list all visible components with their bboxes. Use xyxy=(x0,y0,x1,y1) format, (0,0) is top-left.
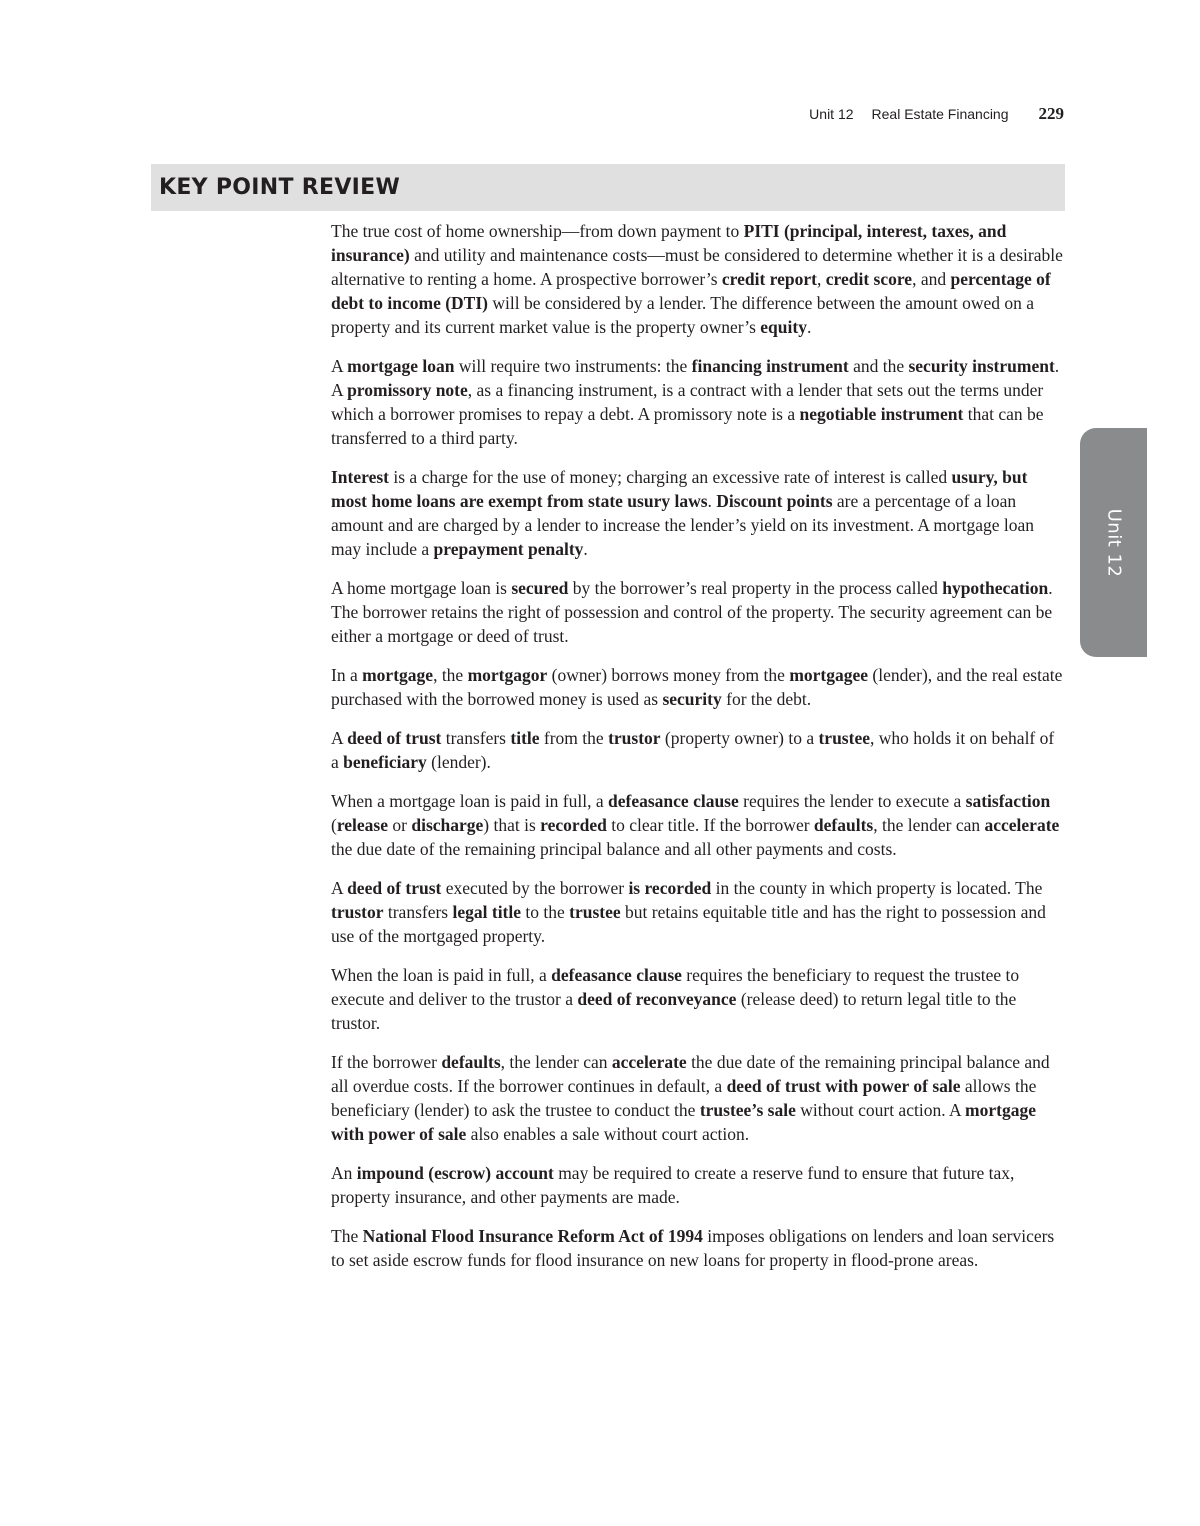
paragraph xyxy=(331,963,1065,1035)
text-run: (property owner) to a xyxy=(660,728,819,748)
key-term: negotiable instrument xyxy=(799,404,964,424)
text-run: allows the beneficiary (lender) to ask the trustee to conduct the xyxy=(331,1076,1037,1120)
key-term: financing instrument xyxy=(691,356,849,376)
paragraph xyxy=(331,726,1065,774)
paragraph xyxy=(331,354,1065,450)
key-term: mortgage loan xyxy=(347,356,455,376)
key-term: mortgage xyxy=(362,665,434,685)
text-run: but retains equitable title and has the right to possession and use of the mortgaged property. xyxy=(331,902,1046,946)
running-header xyxy=(809,104,1064,124)
key-term: release xyxy=(336,815,389,835)
key-term: Discount points xyxy=(716,491,833,511)
key-term: title xyxy=(510,728,540,748)
text-run: is a charge for the use of money; charging an excessive rate of interest is called xyxy=(389,467,952,487)
text-run: will require two instruments: the xyxy=(454,356,692,376)
key-term: satisfaction xyxy=(965,791,1051,811)
text-run: A xyxy=(331,356,348,376)
key-term: deed of trust xyxy=(347,878,442,898)
text-run: the due date of the remaining principal balance and all overdue costs. If the borrower continues in default, a xyxy=(331,1052,1050,1096)
text-run: A home mortgage loan is xyxy=(331,578,512,598)
paragraph xyxy=(331,219,1065,339)
text-run: to clear title. If the borrower xyxy=(606,815,814,835)
text-run: the due date of the remaining principal balance and all other payments and costs. xyxy=(331,839,897,859)
text-run: A xyxy=(331,728,348,748)
text-run: , and xyxy=(912,269,951,289)
text-run: or xyxy=(388,815,412,835)
text-run: requires the lender to execute a xyxy=(738,791,966,811)
text-run: If the borrower xyxy=(331,1052,442,1072)
key-term: impound (escrow) account xyxy=(356,1163,554,1183)
text-run: . xyxy=(707,491,717,511)
unit-side-tab-label: Unit 12 xyxy=(1103,508,1124,577)
key-term: legal title xyxy=(452,902,522,922)
key-term: defaults xyxy=(813,815,874,835)
text-run: . A xyxy=(331,356,1060,400)
text-run: , the xyxy=(433,665,468,685)
paragraph xyxy=(331,1224,1065,1272)
key-term: trustee xyxy=(818,728,870,748)
key-point-body xyxy=(331,219,1065,1287)
key-term: security instrument xyxy=(908,356,1055,376)
text-run: (owner) borrows money from the xyxy=(547,665,790,685)
key-term: trustee’s sale xyxy=(699,1100,796,1120)
text-run: may be required to create a reserve fund to ensure that future tax, property insurance, and other payments are made. xyxy=(331,1163,1015,1207)
text-run: . The borrower retains the right of possession and control of the property. The security agreement can be either a mortgage or deed of trust. xyxy=(331,578,1053,646)
key-term: equity xyxy=(760,317,807,337)
key-term: beneficiary xyxy=(343,752,427,772)
key-term: defaults xyxy=(441,1052,501,1072)
paragraph xyxy=(331,465,1065,561)
key-term: deed of trust xyxy=(347,728,442,748)
text-run: requires the beneficiary to request the trustee to execute and deliver to the trustor a xyxy=(331,965,1020,1009)
text-run: to the xyxy=(521,902,570,922)
text-run: by the borrower’s real property in the process called xyxy=(568,578,943,598)
text-run: from the xyxy=(539,728,609,748)
key-term: secured xyxy=(511,578,569,598)
text-run: The xyxy=(331,1226,363,1246)
section-header-bar xyxy=(151,164,1065,211)
text-run: , who holds it on behalf of a xyxy=(331,728,1055,772)
text-run: . xyxy=(583,539,588,559)
text-run: without court action. A xyxy=(795,1100,966,1120)
text-run: (lender), and the real estate purchased with the borrowed money is used as xyxy=(331,665,1063,709)
key-term: is recorded xyxy=(628,878,712,898)
key-term: trustee xyxy=(569,902,621,922)
text-run: in the county in which property is located. The xyxy=(711,878,1043,898)
key-term: promissory note xyxy=(347,380,468,400)
text-run: (release deed) to return legal title to the trustor. xyxy=(331,989,1017,1033)
text-run: will be considered by a lender. The difference between the amount owed on a property and its current market value is the property owner’s xyxy=(331,293,1035,337)
text-run: for the debt. xyxy=(721,689,812,709)
text-run: In a xyxy=(331,665,363,685)
text-run: transfers xyxy=(441,728,511,748)
header-chapter-title: Real Estate Financing xyxy=(871,106,1009,122)
paragraph xyxy=(331,576,1065,648)
key-term: deed of reconveyance xyxy=(577,989,737,1009)
key-term: prepayment penalty xyxy=(433,539,584,559)
key-term: hypothecation xyxy=(942,578,1049,598)
text-run: When the loan is paid in full, a xyxy=(331,965,552,985)
key-term: accelerate xyxy=(984,815,1060,835)
key-term: National Flood Insurance Reform Act of 1994 xyxy=(362,1226,703,1246)
paragraph xyxy=(331,1161,1065,1209)
key-term: security xyxy=(662,689,722,709)
key-term: credit score xyxy=(825,269,913,289)
text-run: executed by the borrower xyxy=(441,878,629,898)
key-term: percentage of debt to income (DTI) xyxy=(331,269,1051,313)
text-run: , as a financing instrument, is a contract with a lender that sets out the terms under which a borrower promises to repay a debt. A promissory note is a xyxy=(331,380,1044,424)
text-run: When a mortgage loan is paid in full, a xyxy=(331,791,609,811)
text-run: and the xyxy=(848,356,909,376)
text-run: (lender). xyxy=(426,752,491,772)
key-term: discharge xyxy=(411,815,484,835)
key-term: mortgagee xyxy=(789,665,869,685)
paragraph xyxy=(331,663,1065,711)
text-run: imposes obligations on lenders and loan servicers to set aside escrow funds for flood insurance on new loans for property in flood-prone areas. xyxy=(331,1226,1055,1270)
text-run: The true cost of home ownership—from down payment to xyxy=(331,221,744,241)
key-term: PITI (principal, interest, taxes, and insurance) xyxy=(331,221,1007,265)
paragraph xyxy=(331,1050,1065,1146)
text-run: are a percentage of a loan amount and are charged by a lender to increase the lender’s yield on its investment. A mortgage loan may include a xyxy=(331,491,1035,559)
key-term: credit report xyxy=(721,269,817,289)
key-term: deed of trust with power of sale xyxy=(726,1076,961,1096)
text-run: that can be transferred to a third party. xyxy=(331,404,1044,448)
key-term: accelerate xyxy=(611,1052,687,1072)
text-run: also enables a sale without court action. xyxy=(466,1124,750,1144)
text-run: An xyxy=(331,1163,357,1183)
key-term: usury, but most home loans are exempt from state usury laws xyxy=(331,467,1028,511)
text-run: ) that is xyxy=(483,815,541,835)
text-run: , the lender can xyxy=(873,815,985,835)
unit-side-tab xyxy=(1080,428,1147,657)
paragraph xyxy=(331,876,1065,948)
text-run: transfers xyxy=(383,902,453,922)
key-term: trustor xyxy=(608,728,661,748)
paragraph xyxy=(331,789,1065,861)
text-run: . xyxy=(806,317,812,337)
text-run: ( xyxy=(331,815,337,835)
key-term: mortgage with power of sale xyxy=(331,1100,1036,1144)
key-term: defeasance clause xyxy=(551,965,682,985)
key-term: recorded xyxy=(540,815,607,835)
header-unit-label: Unit 12 xyxy=(809,106,854,122)
key-term: trustor xyxy=(331,902,384,922)
text-run: A xyxy=(331,878,348,898)
section-title: KEY POINT REVIEW xyxy=(159,175,401,200)
text-run: , xyxy=(816,269,826,289)
key-term: defeasance clause xyxy=(608,791,739,811)
key-term: Interest xyxy=(331,467,389,487)
page-number: 229 xyxy=(1038,104,1064,123)
text-run: and utility and maintenance costs—must be considered to determine whether it is a desirable alternative to renting a home. A prospective borrower’s xyxy=(331,245,1063,289)
text-run: , the lender can xyxy=(500,1052,612,1072)
key-term: mortgagor xyxy=(467,665,548,685)
